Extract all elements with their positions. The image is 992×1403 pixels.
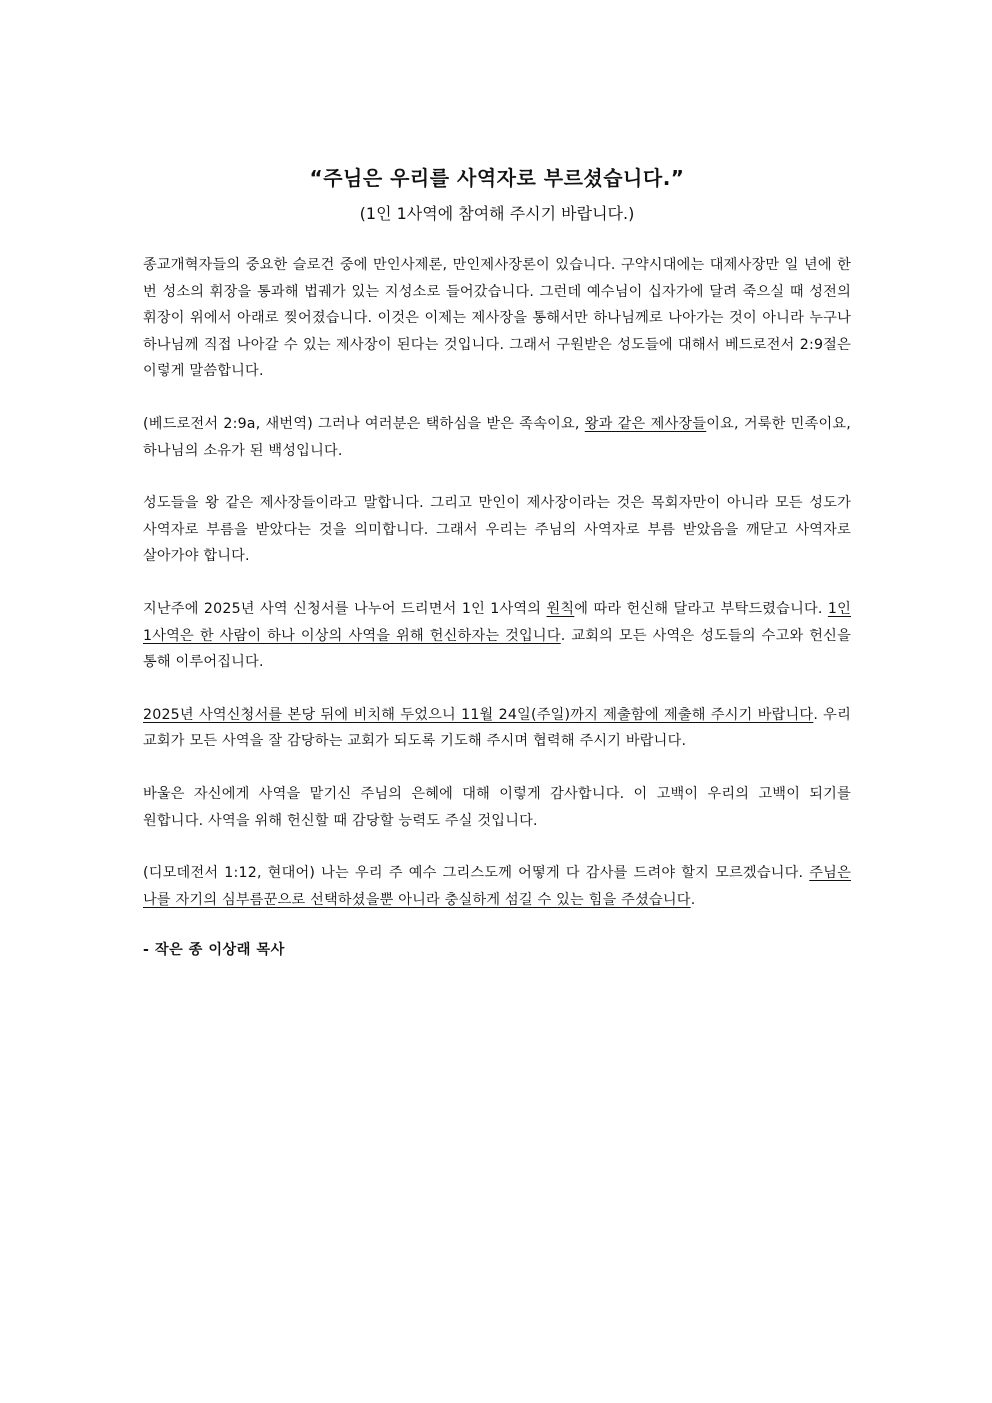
ministry-principle-underlined-sentence: 1인 1사역은 한 사람이 하나 이상의 사역을 위해 헌신하자는 것입니다 <box>143 600 852 644</box>
paragraph-paul-gratitude: 바울은 자신에게 사역을 맡기신 주님의 은혜에 대해 이렇게 감사합니다. 이 고백이 우리의 고백이 되기를 원합니다. 사역을 위해 헌신할 때 감당할 능력도 주실 것입니다. <box>143 785 851 829</box>
paragraph-ministry-principle <box>143 596 851 676</box>
application-notice-text-end: . 우리 교회가 모든 사역을 잘 감당하는 교회가 되도록 기도해 주시며 협력해 주시기 바랍니다. <box>143 706 851 750</box>
paragraph-intro: 종교개혁자들의 중요한 슬로건 중에 만인사제론, 만인제사장론이 있습니다. 구약시대에는 대제사장만 일 년에 한 번 성소의 휘장을 통과해 법궤가 있는 지성소로 들어갔습니다. 그런데 예수님이 십자가에 달려 죽으실 때 성전의 휘장이 위에서 아래로 찢어졌습니다. 이것은 이제는 제사장을 통해서만 하나님께로 나아가는 것이 아니라 누구나 하나님께 직접 나아갈 수 있는 제사장이 된다는 것입니다. 그래서 구원받은 성도들에 대해서 베드로전서 2:9절은 이렇게 말씀합니다. <box>143 257 851 380</box>
scripture-timothy-underlined: 주님은 나를 자기의 심부름꾼으로 선택하셨을뿐 아니라 충실하게 섬길 수 있는 힘을 주셨습니다 <box>143 865 851 908</box>
page-title: “주님은 우리를 사역자로 부르셨습니다.” <box>309 166 685 190</box>
scripture-peter-text: (베드로전서 2:9a, 새번역) 그러나 여러분은 택하심을 받은 족속이요, <box>143 415 585 432</box>
author-signature: - 작은 종 이상래 목사 <box>143 942 285 959</box>
scripture-peter-text-end: 이요, 거룩한 민족이요, 하나님의 소유가 된 백성입니다. <box>143 415 851 459</box>
document-page <box>143 163 851 977</box>
ministry-principle-text-end: . 교회의 모든 사역은 성도들의 수고와 헌신을 통해 이루어집니다. <box>143 627 851 671</box>
scripture-peter-underlined: 왕과 같은 제사장들 <box>584 415 707 432</box>
paragraph-application-notice <box>143 702 851 755</box>
scripture-timothy-text-end: . <box>690 891 696 908</box>
scripture-timothy-text: (디모데전서 1:12, 현대어) 나는 우리 주 예수 그리스도께 어떻게 다 감사를 드려야 할지 모르겠습니다. <box>143 865 810 882</box>
application-notice-underlined: 2025년 사역신청서를 본당 뒤에 비치해 두었으니 11월 24일(주일)까지 제출함에 제출해 주시기 바랍니다 <box>143 706 814 723</box>
ministry-principle-underlined-word: 원칙 <box>546 600 575 617</box>
ministry-principle-text: 지난주에 2025년 사역 신청서를 나누어 드리면서 1인 1사역의 <box>143 600 547 617</box>
paragraph-scripture-timothy <box>143 860 851 913</box>
ministry-principle-text-middle: 에 따라 헌신해 달라고 부탁드렸습니다. <box>574 600 828 617</box>
paragraph-scripture-peter <box>143 411 851 464</box>
paragraph-priesthood: 성도들을 왕 같은 제사장들이라고 말합니다. 그리고 만인이 제사장이라는 것은 목회자만이 아니라 모든 성도가 사역자로 부름을 받았다는 것을 의미합니다. 그래서 우리는 주님의 사역자로 부름 받았음을 깨닫고 사역자로 살아가야 합니다. <box>143 495 851 565</box>
page-subtitle: (1인 1사역에 참여해 주시기 바랍니다.) <box>359 204 635 223</box>
